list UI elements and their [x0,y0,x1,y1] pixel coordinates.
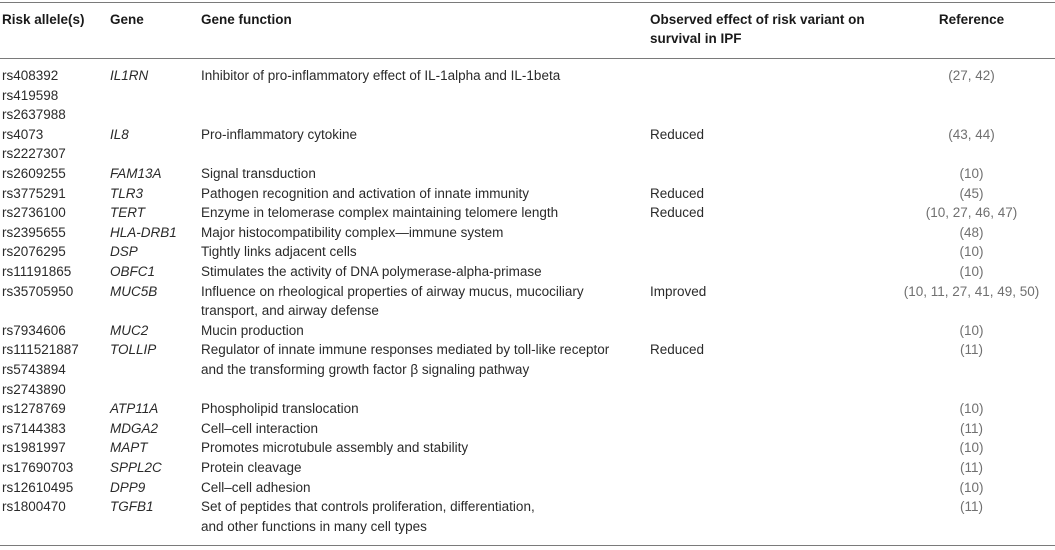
risk-allele-cell-line: rs2076295 [2,244,66,260]
risk-allele-cell [2,282,107,302]
reference-cell: (10) [959,244,984,260]
risk-allele-cell [2,497,107,517]
reference-cell: (45) [959,185,984,201]
risk-allele-cell [2,478,107,498]
risk-allele-cell-line: rs11191865 [2,264,72,279]
gene-function-cell-line: and the transforming growth factor β signaling pathway [201,361,530,377]
reference-cell: (11) [959,499,983,515]
gene-cell: IL1RN [110,68,149,83]
effect-cell: Reduced [650,185,705,201]
reference-cell: (10) [959,440,984,456]
gene-cell: IL8 [110,126,129,142]
risk-allele-cell [2,66,107,125]
table-top-rule [0,2,1055,3]
gene-cell: FAM13A [110,166,162,181]
reference-cell: (43, 44) [948,126,995,142]
gene-cell: HLA-DRB1 [110,224,177,240]
risk-allele-cell-line: rs5743894 [2,361,66,377]
risk-allele-cell-line: rs12610495 [2,479,74,495]
gene-function-cell-line: transport, and airway defense [201,303,379,319]
effect-cell: Improved [650,283,707,299]
gene-function-cell [201,262,641,282]
reference-cell: (10) [959,479,984,495]
gene-function-cell-line: Inhibitor of pro-inflammatory effect of IL-1alpha and IL-1beta [201,68,561,83]
gene-cell: TGFB1 [110,499,154,515]
risk-allele-cell-line: rs1981997 [2,440,66,456]
gene-cell: TLR3 [110,185,144,201]
gene-function-cell-line: Signal transduction [201,166,316,181]
risk-allele-cell-line: rs2609255 [2,166,66,181]
gene-cell: MUC5B [110,283,158,299]
gene-function-cell [201,438,641,458]
reference-cell: (10, 27, 46, 47) [925,205,1018,221]
gene-function-cell-line: Cell–cell adhesion [201,479,311,495]
gene-cell: DSP [110,244,138,260]
gene-cell: DPP9 [110,479,146,495]
header-gene: Gene [110,12,144,27]
gene-function-cell [201,478,641,498]
gene-function-cell [201,125,641,145]
risk-allele-cell [2,321,107,341]
gene-cell: TOLLIP [110,342,157,358]
risk-allele-cell-line: rs3775291 [2,185,66,201]
risk-allele-cell-line: rs408392 [2,68,59,83]
risk-allele-cell-line: rs2743890 [2,381,66,397]
risk-allele-cell-line: rs419598 [2,87,59,103]
risk-allele-cell-line: rs1800470 [2,499,66,515]
gene-cell: SPPL2C [110,460,162,475]
risk-allele-cell-line: rs7934606 [2,322,66,338]
gene-function-cell-line: Enzyme in telomerase complex maintaining telomere length [201,205,559,221]
risk-allele-cell-line: rs1278769 [2,401,66,417]
gene-function-cell [201,184,641,204]
risk-allele-cell-line: rs4073 [2,126,44,142]
risk-allele-cell-line: rs7144383 [2,420,66,436]
risk-allele-cell [2,458,107,478]
gene-function-cell [201,66,641,86]
effect-cell: Reduced [650,342,705,358]
reference-cell: (10) [959,264,984,279]
table-bottom-rule [0,545,1055,546]
risk-allele-cell [2,340,107,399]
reference-cell: (11) [959,420,983,436]
header-observed-effect-line2: survival in IPF [650,31,742,46]
gene-function-cell-line: Mucin production [201,322,304,338]
risk-allele-cell [2,242,107,262]
table-header-rule [0,58,1055,59]
gene-function-cell-line: Stimulates the activity of DNA polymerase-alpha-primase [201,264,542,279]
reference-cell: (10, 11, 27, 41, 49, 50) [903,283,1040,299]
gene-function-cell [201,458,641,478]
gene-cell: ATP11A [110,401,159,417]
gene-function-cell [201,340,641,379]
risk-allele-cell [2,262,107,282]
reference-cell: (11) [959,460,983,475]
effect-cell: Reduced [650,126,705,142]
gene-function-cell [201,419,641,439]
risk-allele-cell-line: rs111521887 [2,342,79,358]
gene-cell: TERT [110,205,146,221]
risk-allele-cell [2,125,107,164]
risk-allele-cell [2,203,107,223]
gene-function-cell-line: Cell–cell interaction [201,420,319,436]
gene-function-cell [201,399,641,419]
risk-allele-cell [2,223,107,243]
header-reference: Reference [938,12,1005,27]
risk-allele-cell-line: rs35705950 [2,283,74,299]
gene-function-cell-line: Protein cleavage [201,460,302,475]
gene-cell: MDGA2 [110,420,159,436]
gene-function-cell [201,282,641,321]
gene-function-cell-line: Regulator of innate immune responses mediated by toll-like receptor [201,342,610,358]
reference-cell: (27, 42) [948,68,995,83]
gene-function-cell-line: Tightly links adjacent cells [201,244,357,260]
gene-cell: OBFC1 [110,264,156,279]
gene-function-cell [201,497,641,536]
header-observed-effect-line1: Observed effect of risk variant on [650,12,865,27]
risk-allele-cell [2,184,107,204]
risk-allele-cell-line: rs17690703 [2,460,74,475]
gene-function-cell-line: Pathogen recognition and activation of innate immunity [201,185,529,201]
gene-cell: MAPT [110,440,148,456]
gene-function-cell [201,321,641,341]
gene-function-cell [201,242,641,262]
risk-allele-cell [2,399,107,419]
effect-cell: Reduced [650,205,705,221]
gene-function-cell-line: and other functions in many cell types [201,518,427,534]
gene-cell: MUC2 [110,322,149,338]
header-gene-function: Gene function [201,12,292,27]
gene-function-cell [201,223,641,243]
risk-allele-cell-line: rs2227307 [2,146,66,162]
gene-function-cell [201,203,641,223]
gene-function-cell-line: Influence on rheological properties of airway mucus, mucociliary [201,283,584,299]
reference-cell: (10) [959,322,984,338]
risk-allele-cell [2,164,107,184]
gene-function-cell-line: Set of peptides that controls proliferation, differentiation, [201,499,535,515]
gene-function-cell-line: Major histocompatibility complex—immune system [201,224,504,240]
header-observed-effect [650,10,865,48]
gene-function-cell-line: Pro-inflammatory cytokine [201,126,358,142]
risk-allele-cell [2,438,107,458]
risk-allele-cell-line: rs2637988 [2,107,66,123]
risk-allele-cell [2,419,107,439]
reference-cell: (11) [959,342,983,358]
gene-function-cell-line: Promotes microtubule assembly and stability [201,440,469,456]
gene-function-cell [201,164,641,184]
header-risk-alleles: Risk allele(s) [2,12,85,27]
risk-allele-cell-line: rs2395655 [2,224,66,240]
reference-cell: (10) [959,401,984,417]
reference-cell: (10) [959,166,984,181]
reference-cell: (48) [959,224,984,240]
gene-function-cell-line: Phospholipid translocation [201,401,359,417]
risk-allele-cell-line: rs2736100 [2,205,66,221]
